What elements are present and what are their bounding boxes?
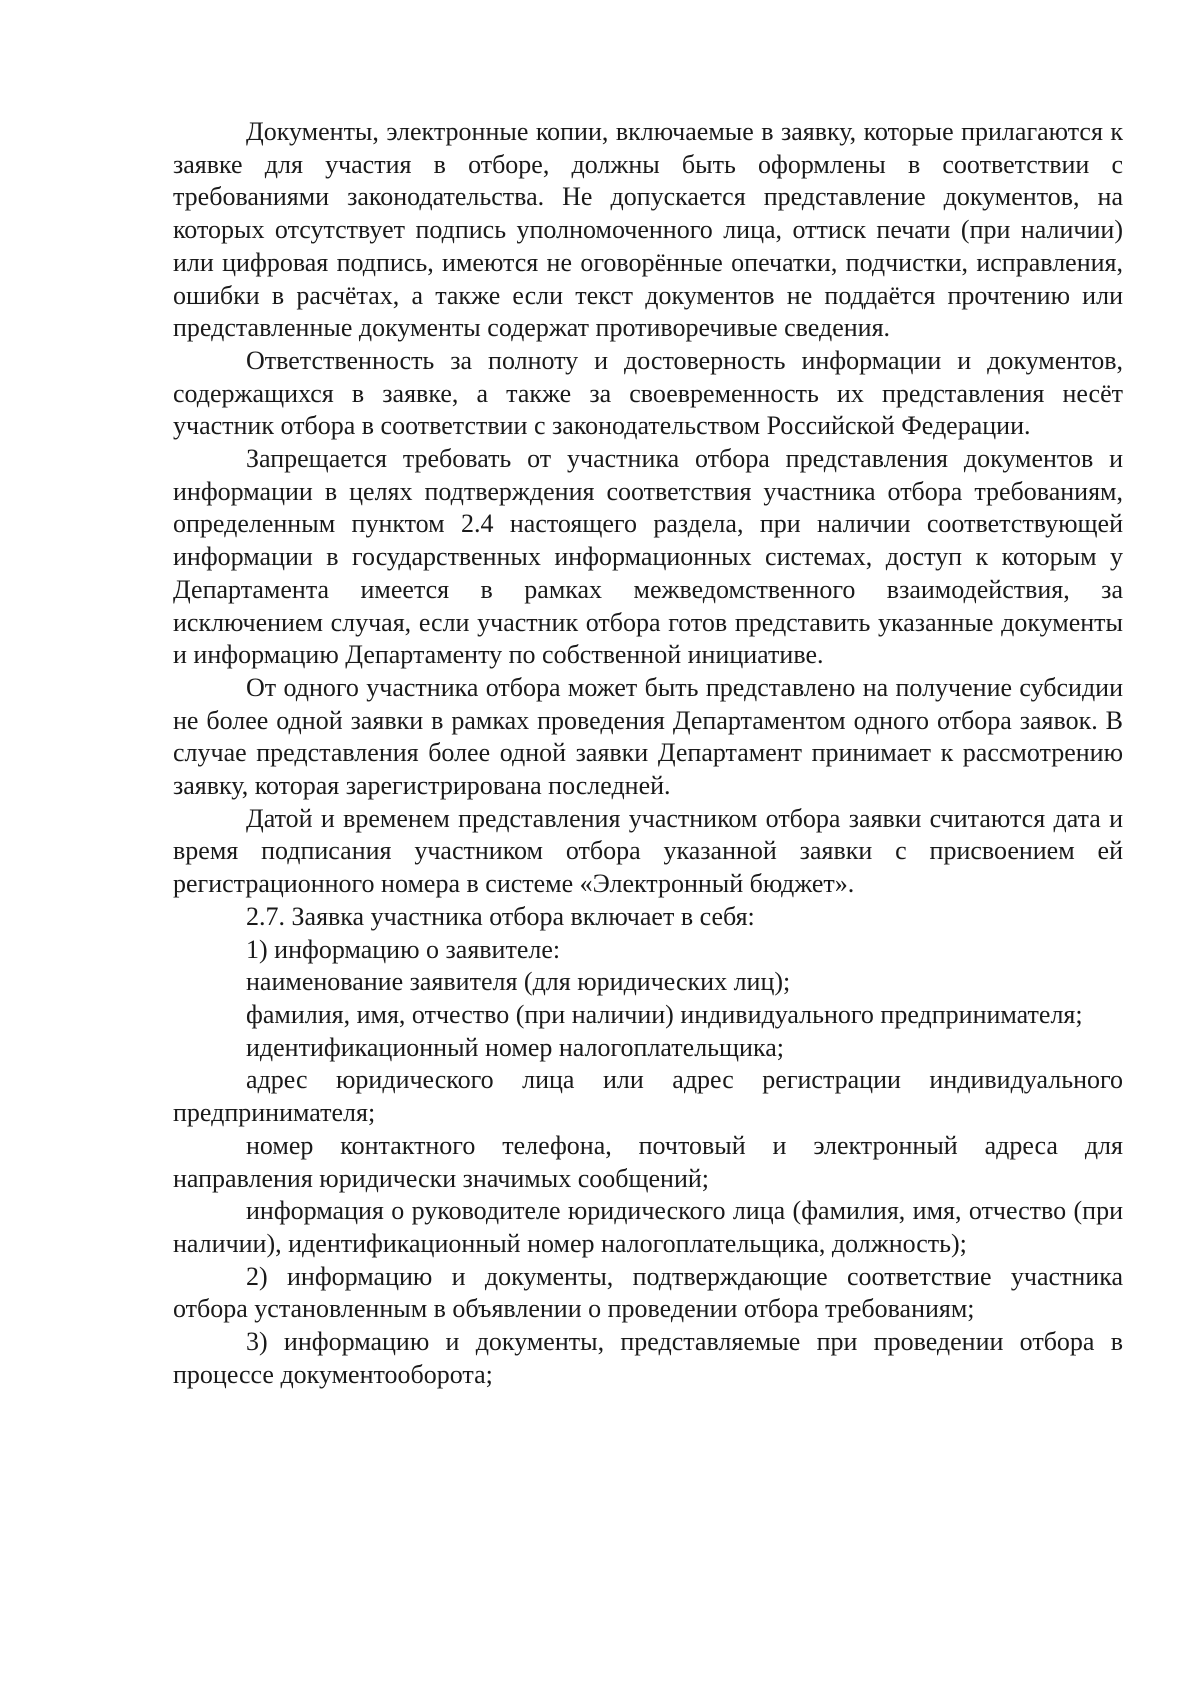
list-subitem-address: адрес юридического лица или адрес регистрации индивидуального предпринимателя; <box>173 1065 1123 1128</box>
list-subitem-inn: идентификационный номер налогоплательщика; <box>246 1032 784 1062</box>
list-item-3: 3) информацию и документы, представляемые при проведении отбора в процессе документооборота; <box>173 1327 1123 1389</box>
list-subitem-director: информация о руководителе юридического лица (фамилия, имя, отчество (при наличии), идентификационный номер налогоплательщика, должность); <box>173 1196 1123 1258</box>
paragraph-submission-date: Датой и временем представления участником отбора заявки считаются дата и время подписания участником отбора указанной заявки с присвоением ей регистрационного номера в системе «Электронный бюджет». <box>173 803 1123 899</box>
document-body <box>173 116 1123 1391</box>
list-subitem-name: наименование заявителя (для юридических лиц); <box>246 967 791 997</box>
list-item-2: 2) информацию и документы, подтверждающие соответствие участника отбора установленным в объявлении о проведении отбора требованиям; <box>173 1261 1123 1324</box>
paragraph-one-application: От одного участника отбора может быть представлено на получение субсидии не более одной заявки в рамках проведения Департаментом одного отбора заявок. В случае представления более одной заявки Департамент принимает к рассмотрению заявку, которая зарегистрирована последней. <box>173 672 1123 801</box>
paragraph-documents-requirements: Документы, электронные копии, включаемые в заявку, которые прилагаются к заявке для участия в отборе, должны быть оформлены в соответствии с требованиями законодательства. Не допускается представление документов, на которых отсутствует подпись уполномоченного лица, оттиск печати (при наличии) или цифровая подпись, имеются не оговорённые опечатки, подчистки, исправления, ошибки в расчётах, а также если текст документов не поддаётся прочтению или представленные документы содержат противоречивые сведения. <box>173 117 1123 343</box>
list-item-1: 1) информацию о заявителе: <box>246 934 561 964</box>
paragraph-section-2-7: 2.7. Заявка участника отбора включает в себя: <box>246 901 755 931</box>
list-subitem-fullname: фамилия, имя, отчество (при наличии) индивидуального предпринимателя; <box>246 999 1083 1029</box>
paragraph-prohibition: Запрещается требовать от участника отбора представления документов и информации в целях подтверждения соответствия участника отбора требованиям, определенным пунктом 2.4 настоящего раздела, при наличии соответствующей информации в государственных информационных системах, доступ к которым у Департамента имеется в рамках межведомственного взаимодействия, за исключением случая, если участник отбора готов представить указанные документы и информацию Департаменту по собственной инициативе. <box>173 444 1123 670</box>
paragraph-responsibility: Ответственность за полноту и достоверность информации и документов, содержащихся в заявке, а также за своевременность их представления несёт участник отбора в соответствии с законодательством Российской Федерации. <box>173 345 1123 441</box>
list-subitem-contacts: номер контактного телефона, почтовый и электронный адреса для направления юридически значимых сообщений; <box>173 1130 1123 1193</box>
